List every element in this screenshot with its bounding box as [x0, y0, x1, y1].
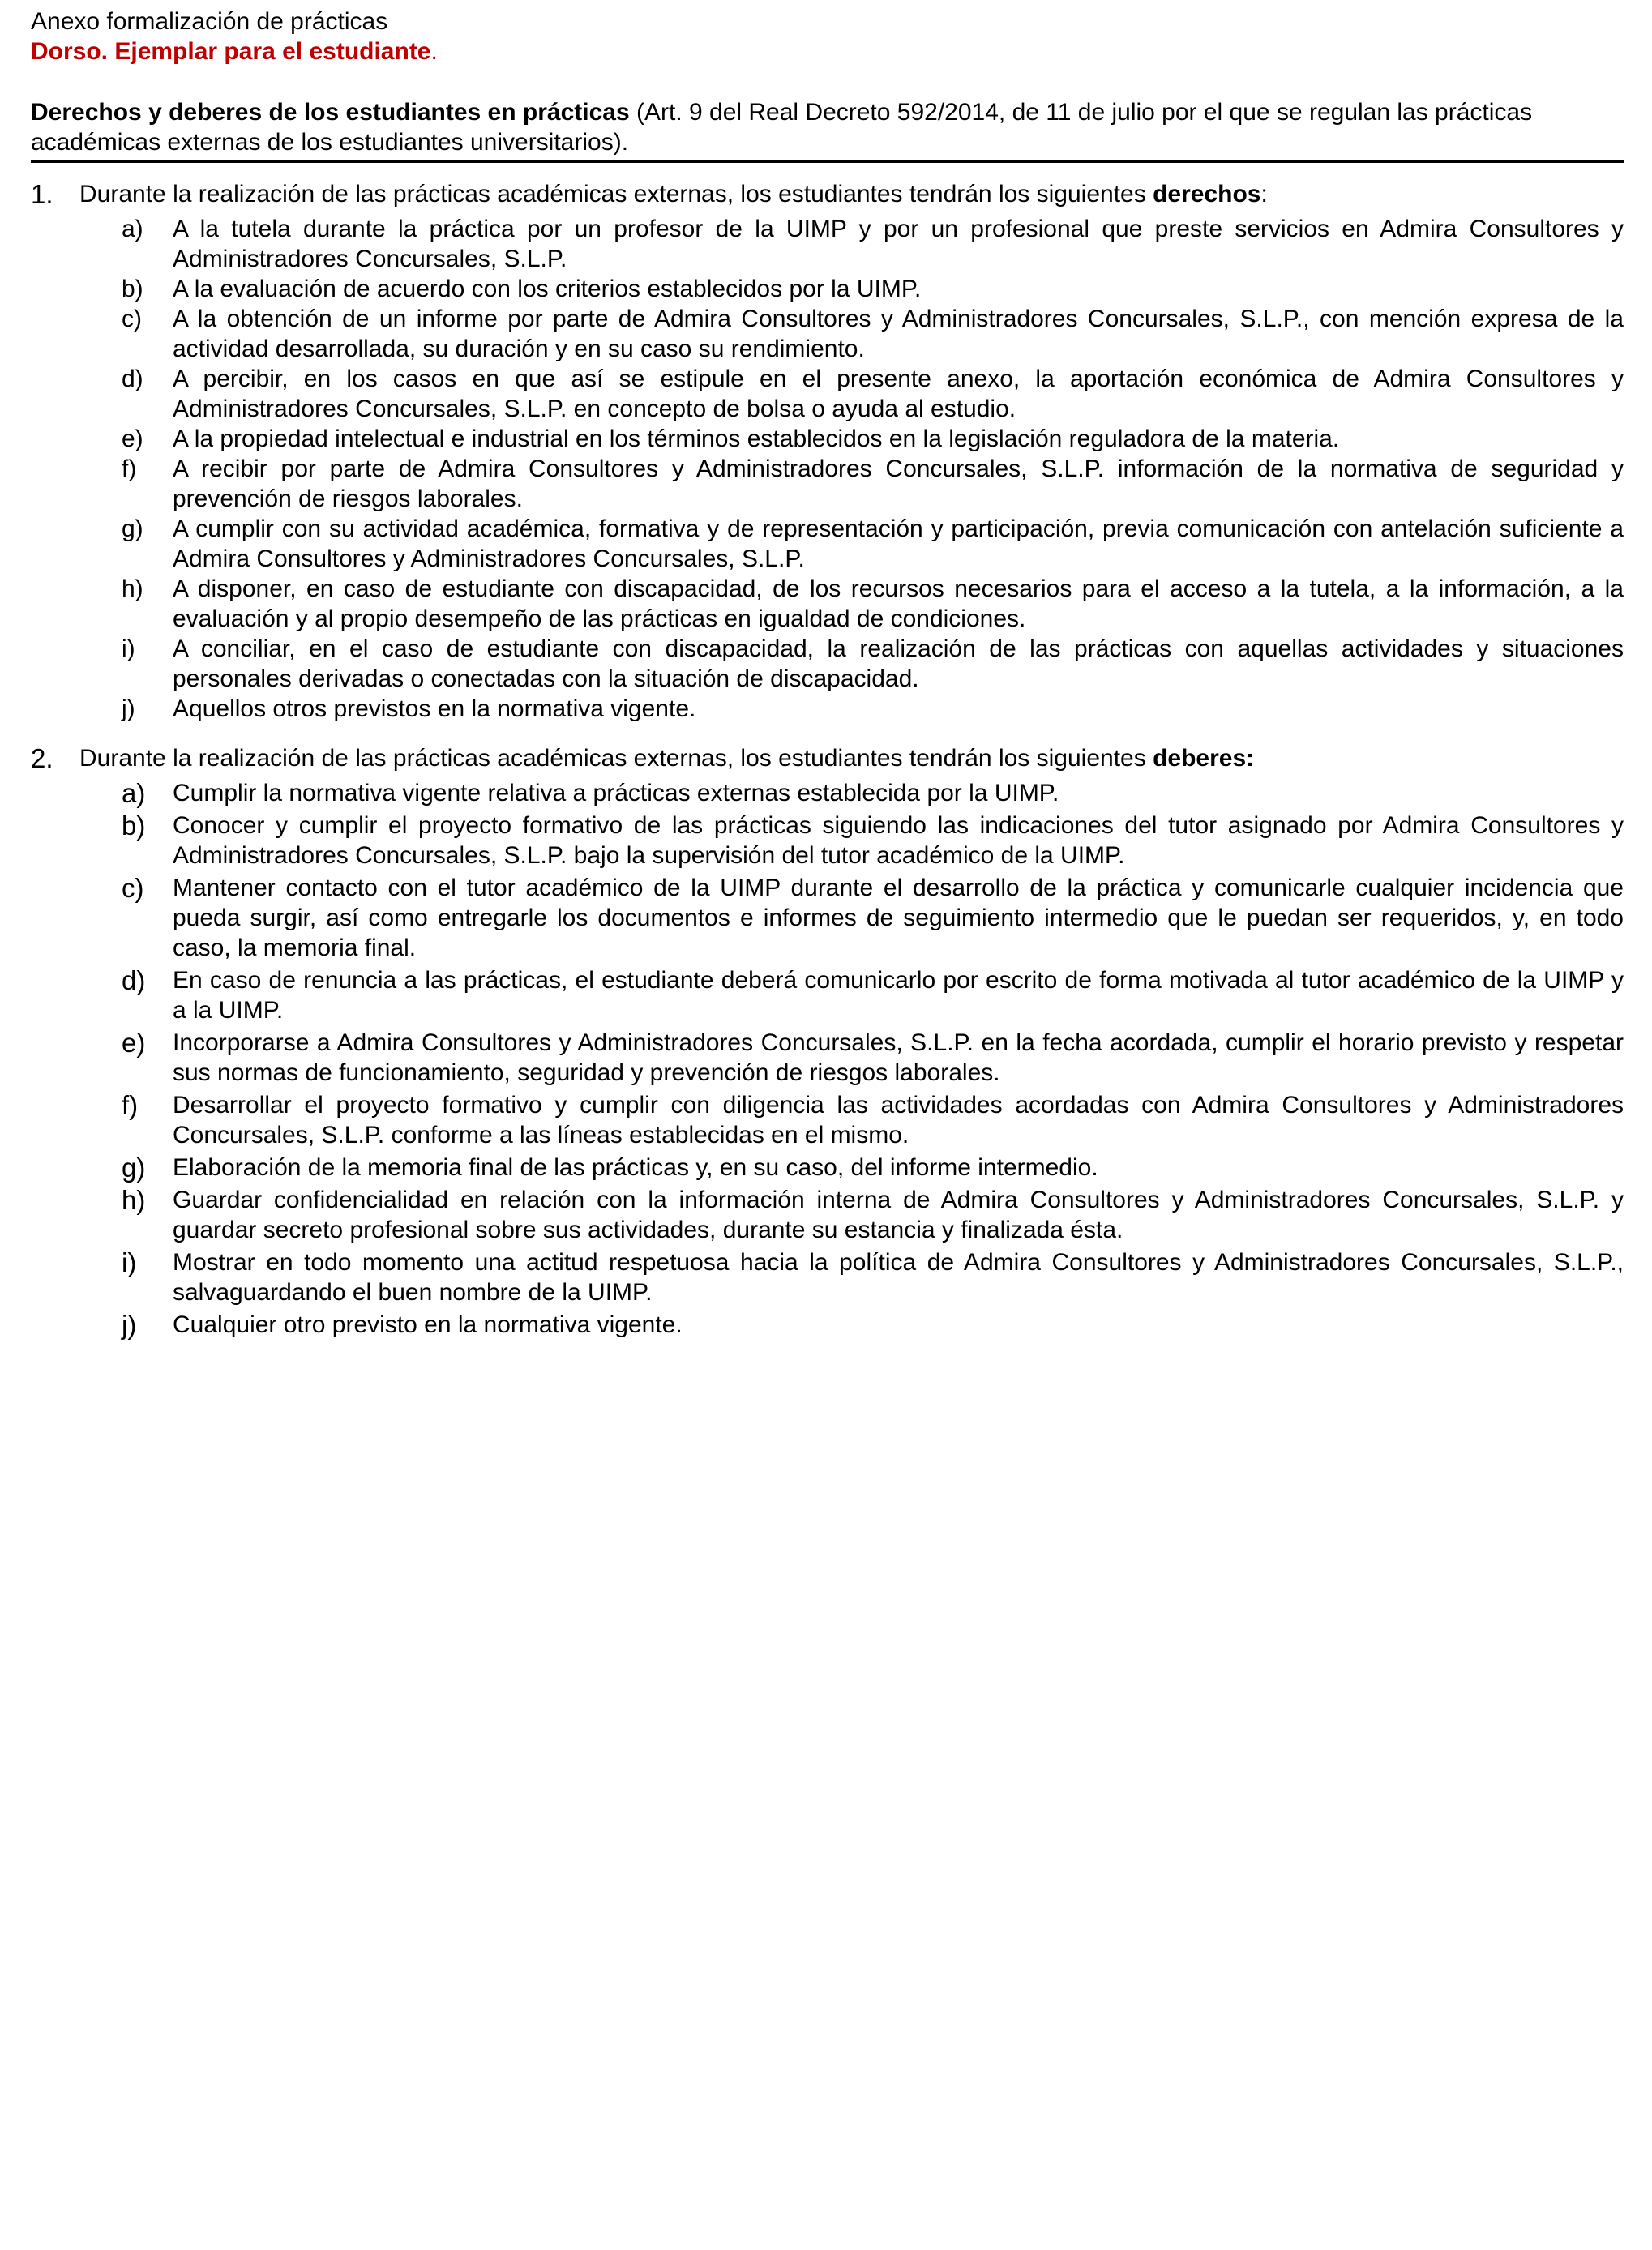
list-item-label: a): [122, 216, 143, 242]
sections-container: [31, 179, 1624, 1340]
list-item-text: A recibir por parte de Admira Consultores y Administradores Concursales, S.L.P. información de la normativa de seguridad y prevención de riesgos laborales.: [173, 456, 1624, 512]
list-item: [122, 1310, 1624, 1340]
list-item-text: A la evaluación de acuerdo con los criterios establecidos por la UIMP.: [173, 276, 922, 302]
list-item: [122, 1090, 1624, 1150]
list-item-label: c): [122, 873, 144, 903]
list-item-text: A cumplir con su actividad académica, formativa y de representación y participación, previa comunicación con antelación suficiente a Admira Consultores y Administradores Concursales, S.L.P.: [173, 515, 1624, 572]
list-item-label: c): [122, 306, 142, 332]
heading-reference: (Art. 9 del Real Decreto 592/2014, de 11 de julio por el que se regulan las prácticas académicas externas de los estudiantes universitarios).: [31, 99, 1533, 156]
list-item: [122, 1153, 1624, 1183]
list-item-label: a): [122, 778, 146, 808]
list-item-text: A disponer, en caso de estudiante con discapacidad, de los recursos necesarios para el acceso a la tutela, a la información, a la evaluación y al propio desempeño de las prácticas en igualdad de condiciones.: [173, 575, 1624, 632]
list-item-text: Desarrollar el proyecto formativo y cumplir con diligencia las actividades acordadas con Admira Consultores y Administradores Concursales, S.L.P. conforme a las líneas establecidas en el mismo.: [173, 1092, 1624, 1149]
section-keyword: deberes:: [1153, 745, 1255, 772]
list-item: [122, 454, 1624, 514]
section-heading: [31, 179, 1624, 209]
list-item: [122, 778, 1624, 808]
list-item-label: b): [122, 811, 146, 841]
section-2: [31, 743, 1624, 1340]
section-suffix: :: [1260, 181, 1268, 207]
section-keyword: derechos: [1153, 181, 1261, 207]
list-item-text: A la propiedad intelectual e industrial en los términos establecidos en la legislación reguladora de la materia.: [173, 426, 1340, 452]
list-item-text: En caso de renuncia a las prácticas, el estudiante deberá comunicarlo por escrito de forma motivada al tutor académico de la UIMP y a la UIMP.: [173, 967, 1624, 1024]
list-item-text: A percibir, en los casos en que así se estipule en el presente anexo, la aportación económica de Admira Consultores y Administradores Concursales, S.L.P. en concepto de bolsa o ayuda al estudio.: [173, 366, 1624, 422]
list-item-label: h): [122, 575, 143, 602]
document-heading: [31, 97, 1624, 163]
section-heading: [31, 743, 1624, 773]
list-item-text: A la tutela durante la práctica por un profesor de la UIMP y por un profesional que preste servicios en Admira Consultores y Administradores Concursales, S.L.P.: [173, 216, 1624, 272]
section-intro-text: Durante la realización de las prácticas académicas externas, los estudiantes tendrán los siguientes: [79, 745, 1153, 772]
list-item: [122, 694, 1624, 724]
list-item-text: Cualquier otro previsto en la normativa vigente.: [173, 1311, 683, 1338]
list-item-text: Guardar confidencialidad en relación con la información interna de Admira Consultores y Administradores Concursales, S.L.P. y guardar secreto profesional sobre sus actividades, durante su estancia y finalizada ésta.: [173, 1187, 1624, 1243]
list-item-text: A la obtención de un informe por parte de Admira Consultores y Administradores Concursales, S.L.P., con mención expresa de la actividad desarrollada, su duración y en su caso su rendimiento.: [173, 306, 1624, 362]
list-item: [122, 304, 1624, 364]
list-item: [122, 424, 1624, 454]
list-item-label: b): [122, 276, 143, 302]
list-item: [122, 1185, 1624, 1245]
section-number: 2.: [31, 743, 53, 773]
section-intro: [79, 743, 1624, 773]
list-item-label: g): [122, 515, 143, 542]
list-item: [122, 965, 1624, 1025]
list-item-label: h): [122, 1185, 146, 1215]
list-item: [122, 574, 1624, 634]
section-number: 1.: [31, 179, 53, 209]
dorso-label-text: Dorso. Ejemplar para el estudiante: [31, 38, 431, 65]
list-item-label: g): [122, 1153, 146, 1183]
list-item-label: i): [122, 1247, 137, 1277]
list-item: [122, 873, 1624, 963]
list-item-label: f): [122, 456, 137, 482]
list-item-text: Incorporarse a Admira Consultores y Administradores Concursales, S.L.P. en la fecha acordada, cumplir el horario previsto y respetar sus normas de funcionamiento, seguridad y prevención de riesgos laborales.: [173, 1029, 1624, 1086]
dorso-label-dot: .: [430, 38, 438, 65]
section-1: [31, 179, 1624, 724]
list-item-label: j): [122, 695, 135, 722]
list-item-label: i): [122, 635, 135, 662]
dorso-label: [31, 36, 1624, 66]
section-intro: [79, 179, 1624, 209]
list-item: [122, 274, 1624, 304]
list-item-text: A conciliar, en el caso de estudiante con discapacidad, la realización de las prácticas con aquellas actividades y situaciones personales derivadas o conectadas con la situación de discapacidad.: [173, 635, 1624, 692]
list-item: [122, 1028, 1624, 1088]
list-item-label: d): [122, 366, 143, 392]
list-item: [122, 634, 1624, 694]
list-item-label: d): [122, 965, 146, 995]
list-item-text: Aquellos otros previstos en la normativa vigente.: [173, 695, 696, 722]
list-item: [122, 1247, 1624, 1307]
list-item: [122, 514, 1624, 574]
list-item-text: Cumplir la normativa vigente relativa a prácticas externas establecida por la UIMP.: [173, 780, 1059, 806]
list-item: [122, 811, 1624, 870]
list-item-text: Elaboración de la memoria final de las prácticas y, en su caso, del informe intermedio.: [173, 1154, 1098, 1181]
section-items: [31, 778, 1624, 1340]
list-item-label: e): [122, 426, 143, 452]
list-item: [122, 364, 1624, 424]
list-item-label: f): [122, 1090, 139, 1120]
list-item-text: Mostrar en todo momento una actitud respetuosa hacia la política de Admira Consultores y Administradores Concursales, S.L.P., salvaguardando el buen nombre de la UIMP.: [173, 1249, 1624, 1306]
heading-bold: Derechos y deberes de los estudiantes en prácticas: [31, 99, 630, 126]
list-item-text: Mantener contacto con el tutor académico de la UIMP durante el desarrollo de la práctica y comunicarle cualquier incidencia que pueda surgir, así como entregarle los documentos e informes de seguimiento intermedio que le puedan ser requeridos, y, en todo caso, la memoria final.: [173, 875, 1624, 961]
annex-title: Anexo formalización de prácticas: [31, 8, 388, 35]
section-intro-text: Durante la realización de las prácticas académicas externas, los estudiantes tendrán los siguientes: [79, 181, 1153, 207]
document-page: [31, 6, 1624, 1342]
list-item-label: j): [122, 1310, 137, 1340]
section-items: [31, 214, 1624, 724]
list-item: [122, 214, 1624, 274]
list-item-label: e): [122, 1028, 146, 1058]
list-item-text: Conocer y cumplir el proyecto formativo de las prácticas siguiendo las indicaciones del tutor asignado por Admira Consultores y Administradores Concursales, S.L.P. bajo la supervisión del tutor académico de la UIMP.: [173, 812, 1624, 869]
